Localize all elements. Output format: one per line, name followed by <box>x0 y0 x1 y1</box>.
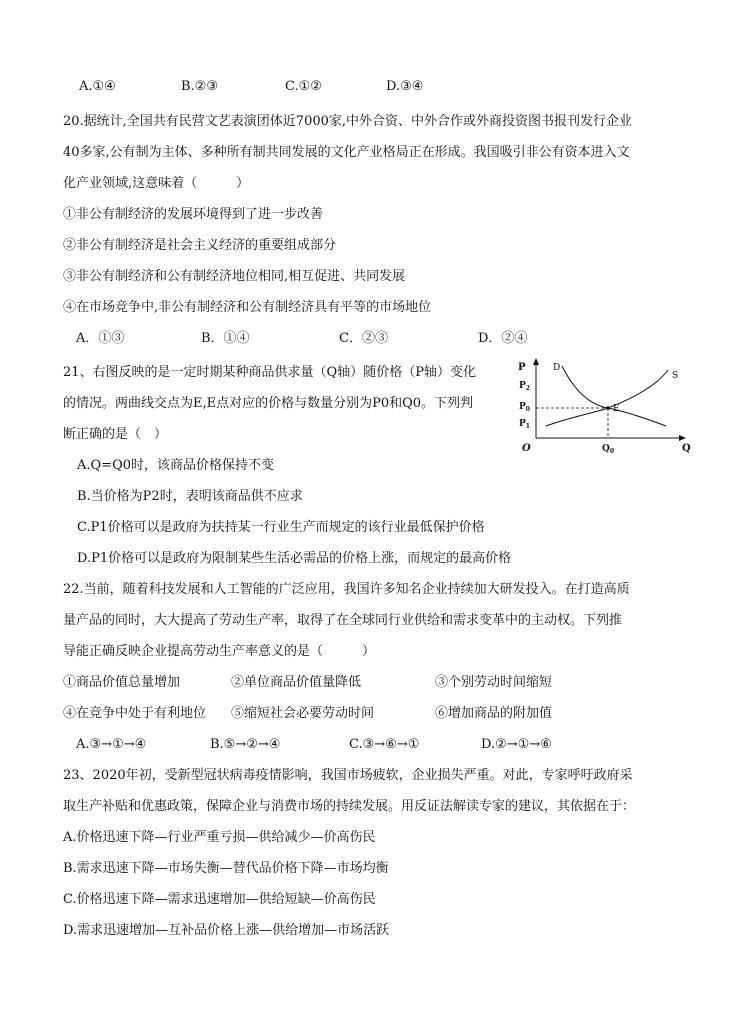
equilibrium-point <box>606 406 610 410</box>
q22-statement-6: ⑥增加商品的附加值 <box>435 706 553 721</box>
q21-option-a: A.Q=Q0时，该商品价格保持不变 <box>77 458 274 473</box>
q21-option-c: C.P1价格可以是政府为扶持某一行业生产而规定的该行业最低保护价格 <box>77 520 485 535</box>
q22-option-a: A.③→①→④ <box>76 737 147 752</box>
q19-option-d: D.③④ <box>386 79 424 94</box>
q19-option-b: B.②③ <box>181 79 218 94</box>
q21-option-b: B.当价格为P2时，表明该商品供不应求 <box>77 489 303 504</box>
q19-option-a: A.①④ <box>79 79 116 94</box>
q21-option-d: D.P1价格可以是政府为限制某些生活必需品的价格上涨，而规定的最高价格 <box>77 551 512 566</box>
q23-option-b: B.需求迅速下降—市场失衡—替代品价格下降—市场均衡 <box>63 861 389 876</box>
s-curve-label: S <box>672 371 679 381</box>
p-axis-arrow <box>533 358 539 365</box>
q-axis-label: Q <box>682 443 691 454</box>
e-point-label: E <box>613 404 620 414</box>
q20-statement-2: ②非公有制经济是社会主义经济的重要组成部分 <box>63 238 337 253</box>
p-axis-label: P <box>518 362 526 373</box>
q23-option-a: A.价格迅速下降—行业严重亏损—供给减少—价高伤民 <box>63 830 376 845</box>
p0-label: $P_0$ <box>519 402 530 413</box>
q20-option-d: D．②④ <box>478 331 528 346</box>
q20-statement-1: ①非公有制经济的发展环境得到了进一步改善 <box>63 207 324 222</box>
q21-stem-line-3: 断正确的是（ ） <box>63 427 168 442</box>
q21-stem-line-1: 21、右图反映的是一定时期某种商品供求量（Q轴）随价格（P轴）变化 <box>63 365 476 380</box>
q23-option-d: D.需求迅速增加—互补品价格上涨—供给增加—市场活跃 <box>63 923 390 938</box>
q22-stem-line-2: 量产品的同时，大大提高了劳动生产率，取得了在全球同行业供给和需求变革中的主动权。下列推 <box>63 613 623 628</box>
supply-demand-graph <box>516 356 696 458</box>
q20-stem-line-3: 化产业领域,这意味着（ ） <box>63 176 250 191</box>
q22-statement-1: ①商品价值总量增加 <box>63 675 181 690</box>
q23-stem-line-1: 23、2020年初，受新型冠状病毒疫情影响，我国市场疲软，企业损失严重。对此，专家呼吁政府采 <box>63 768 633 783</box>
q20-stem-line-2: 40多家,公有制为主体、多种所有制共同发展的文化产业格局正在形成。我国吸引非公有资本进入文 <box>63 145 630 160</box>
q22-statement-2: ②单位商品价值量降低 <box>231 675 362 690</box>
q20-option-c: C．②③ <box>339 331 388 346</box>
q20-statement-4: ④在市场竞争中,非公有制经济和公有制经济具有平等的市场地位 <box>63 300 432 315</box>
q22-option-b: B.⑤→②→④ <box>210 737 281 752</box>
q22-stem-line-1: 22.当前，随着科技发展和人工智能的广泛应用，我国许多知名企业持续加大研发投入。在打造高质 <box>63 582 630 597</box>
q22-option-d: D.②→①→⑥ <box>481 737 552 752</box>
q22-statement-5: ⑤缩短社会必要劳动时间 <box>231 706 375 721</box>
q22-statement-4: ④在竞争中处于有利地位 <box>63 706 207 721</box>
q22-option-c: C.③→⑥→① <box>349 737 420 752</box>
q20-option-b: B．①④ <box>201 331 250 346</box>
q19-option-c: C.①② <box>285 79 322 94</box>
q23-option-c: C.价格迅速下降—需求迅速增加—供给短缺—价高伤民 <box>63 892 376 907</box>
d-curve-label: D <box>553 363 561 373</box>
q21-stem-line-2: 的情况。两曲线交点为E,E点对应的价格与数量分别为P0和Q0。下列判 <box>63 396 474 411</box>
q22-statement-3: ③个别劳动时间缩短 <box>435 675 553 690</box>
q20-statement-3: ③非公有制经济和公有制经济地位相同,相互促进、共同发展 <box>63 269 406 284</box>
q0-label: $Q_0$ <box>602 444 615 455</box>
q22-stem-line-3: 导能正确反映企业提高劳动生产率意义的是（ ） <box>63 644 376 659</box>
q-axis-arrow <box>679 435 686 441</box>
p1-label: $P_1$ <box>519 419 530 430</box>
demand-curve <box>562 366 666 426</box>
supply-curve <box>546 370 668 426</box>
q20-option-a: A．①③ <box>76 331 125 346</box>
p2-label: $P_2$ <box>519 381 530 392</box>
q23-stem-line-2: 取生产补贴和优惠政策，保障企业与消费市场的持续发展。用反证法解读专家的建议，其依据在于： <box>63 799 636 814</box>
q20-stem-line-1: 20.据统计,全国共有民营文艺表演团体近7000家,中外合资、中外合作或外商投资图书报刊发行企业 <box>63 114 633 129</box>
origin-label: O <box>522 443 531 454</box>
